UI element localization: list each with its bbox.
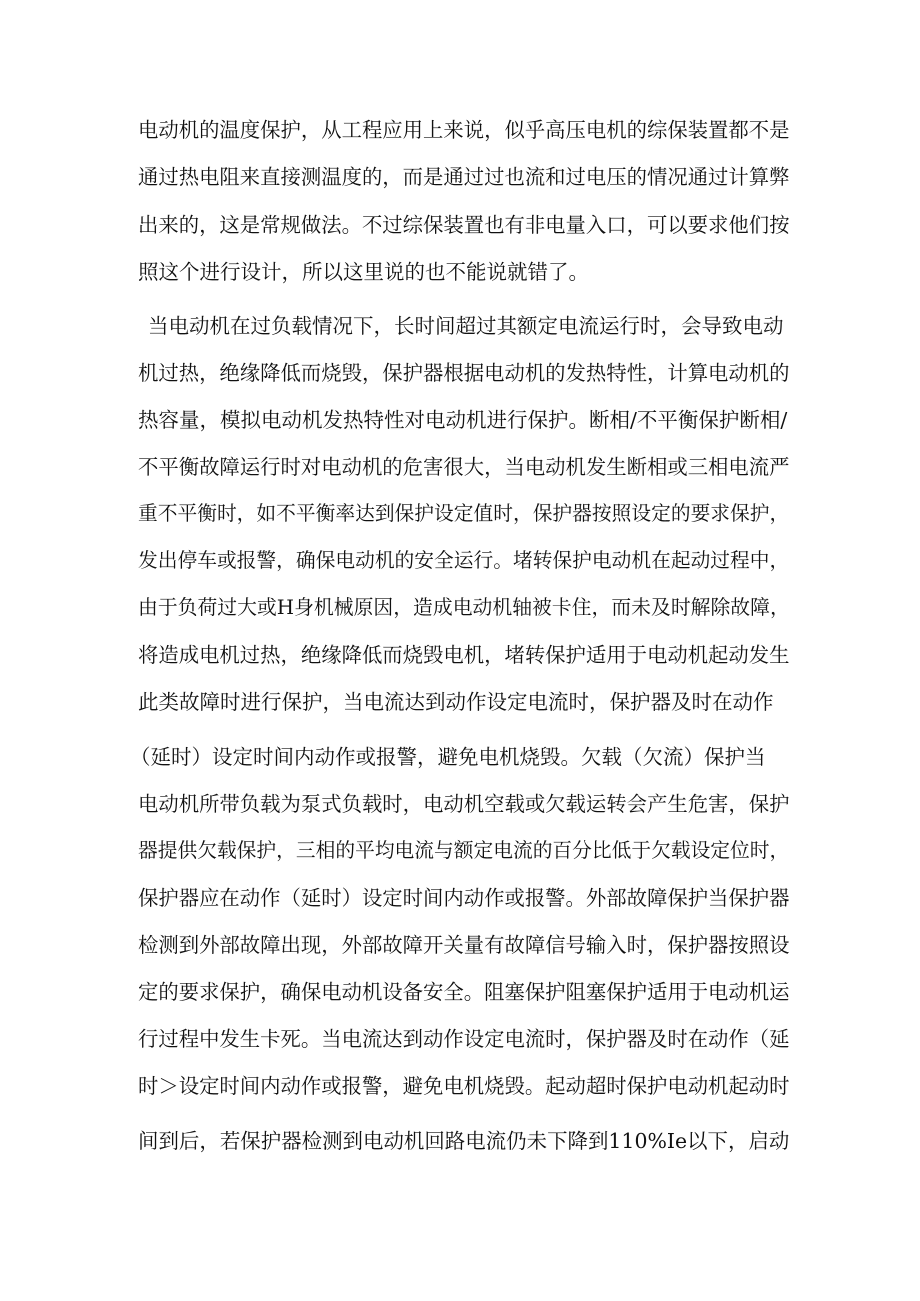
text-line-22: 间到后，若保护器检测到电动机回路电流仍未下降到110%Ie以下，启动 <box>138 1129 790 1153</box>
text-line-20: 行过程中发生卡死。当电流达到动作设定电流时，保护器及时在动作（延 <box>138 1027 790 1051</box>
text-line-18: 检测到外部故障出现，外部故障开关量有故障信号输入时，保护器按照设 <box>138 933 790 957</box>
text-line-13: 此类故障时进行保护，当电流达到动作设定电流时，保护器及时在动作 <box>138 690 774 714</box>
text-line-1: 电动机的温度保护，从工程应用上来说，似乎高压电机的综保装置都不是 <box>138 118 790 142</box>
text-line-11: 由于负荷过大或H身机械原因，造成电动机轴被卡住，而未及时解除故障， <box>138 596 790 619</box>
text-line-4: 照这个进行设计，所以这里说的也不能说就错了。 <box>138 260 589 284</box>
text-line-2: 通过热电阻来直接测温度的，而是通过过也流和过电压的情况通过计算弊 <box>138 165 790 189</box>
text-line-17: 保护器应在动作（延时）设定时间内动作或报警。外部故障保护当保护器 <box>138 886 790 910</box>
text-line-6: 机过热，绝缘降低而烧毁，保护器根据电动机的发热特性，计算电动机的 <box>138 361 790 385</box>
text-line-8: 不平衡故障运行时对电动机的危害很大，当电动机发生断相或三相电流严 <box>138 455 790 479</box>
text-line-12: 将造成电机过热，绝缘降低而烧毁电机，堵转保护适用于电动机起动发生 <box>138 643 790 667</box>
text-line-14: （延时）设定时间内动作或报警，避免电机烧毁。欠载（欠流）保护当 <box>130 745 766 769</box>
text-line-10: 发出停车或报警，确保电动机的安全运行。堵转保护电动机在起动过程中， <box>138 549 790 572</box>
text-line-5: 当电动机在过负载情况下，长时间超过其额定电流运行时，会导致电动 <box>148 314 784 338</box>
text-line-15: 电动机所带负载为泵式负载时，电动机空载或欠载运转会产生危害，保护 <box>138 792 790 816</box>
text-line-9: 重不平衡时，如不平衡率达到保护设定值时，保护器按照设定的要求保护， <box>138 502 790 525</box>
text-line-7: 热容量，模拟电动机发热特性对电动机进行保护。断相/不平衡保护断相/ <box>138 408 788 432</box>
text-line-16: 器提供欠载保护，三相的平均电流与额定电流的百分比低于欠载设定位时， <box>138 839 790 862</box>
text-line-19: 定的要求保护，确保电动机设备安全。阻塞保护阻塞保护适用于电动机运 <box>138 980 790 1004</box>
text-line-3: 出来的，这是常规做法。不过综保装置也有非电量入口，可以要求他们按 <box>138 213 790 237</box>
text-line-21: 时＞设定时间内动作或报警，避免电机烧毁。起动超时保护电动机起动时 <box>138 1074 790 1098</box>
